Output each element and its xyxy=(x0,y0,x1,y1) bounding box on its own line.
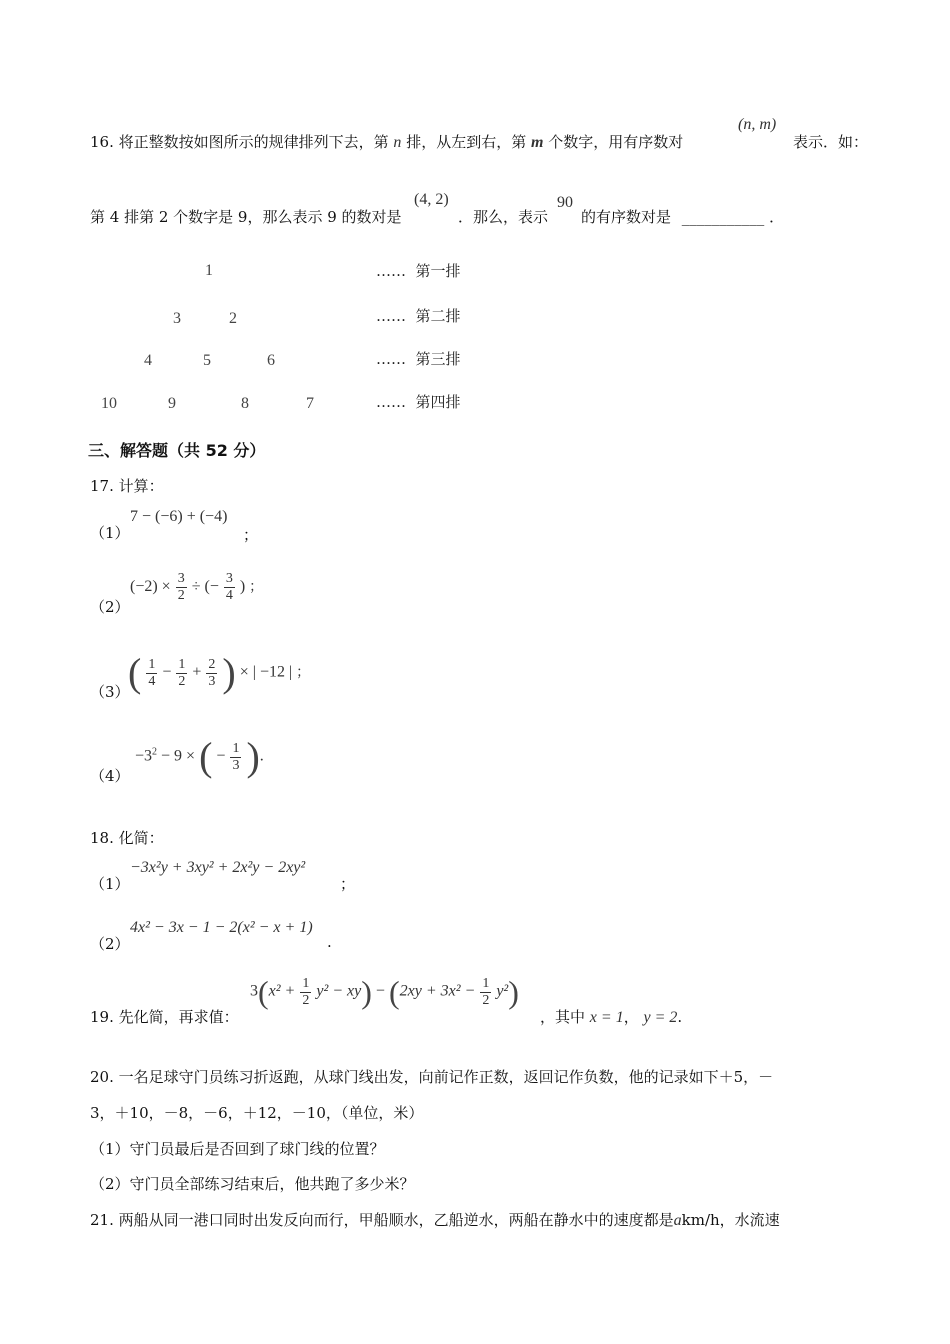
q16-line2: 第 4 排第 2 个数字是 9，那么表示 9 的数对是 xyxy=(90,208,402,226)
q18-part1-expr: −3x²y + 3xy² + 2x²y − 2xy² xyxy=(130,859,306,876)
fraction: $\frac{3}{2}$ xyxy=(177,571,185,603)
q20-sub1: （1）守门员最后是否回到了球门线的位置？ xyxy=(90,1140,385,1158)
triangle-number: 3 xyxy=(173,310,181,327)
triangle-number: 2 xyxy=(229,310,237,327)
row-label: …… 第三排 xyxy=(376,350,461,368)
q18-part2-expr: 4x² − 3x − 1 − 2(x² − x + 1) xyxy=(130,919,313,936)
q18-part2-end: . xyxy=(327,933,332,951)
q17-part4-expr: $-3^2 - 9$ × ( − $\frac{1}{3}$ ). xyxy=(135,734,264,779)
triangle-number: 4 xyxy=(144,352,152,369)
triangle-number: 5 xyxy=(203,352,211,369)
q17-part1-end: ； xyxy=(243,526,259,544)
triangle-number: 9 xyxy=(168,395,176,412)
q16-line1: 16. 将正整数按如图所示的规律排列下去，第 n 排，从左到右，第 m 个数字，用有序数对 xyxy=(90,133,684,151)
q20-line2: 3，＋10，－8，－6，＋12，－10，（单位，米） xyxy=(90,1104,424,1122)
q18-title: 18. 化简： xyxy=(90,829,164,847)
q19-tail: ，其中 x = 1， y = 2. xyxy=(540,1008,683,1026)
q20-line1: 20. 一名足球守门员练习折返跑，从球门线出发，向前记作正数，返回记作负数，他的记录如下＋5，－ xyxy=(90,1068,774,1086)
answer-blank: ___________ xyxy=(681,208,765,226)
q19-lead: 19. 先化简，再求值： xyxy=(90,1008,239,1026)
triangle-number: 8 xyxy=(241,395,249,412)
q16-line2-c: 的有序数对是 ___________ ． xyxy=(581,208,785,226)
row-label: …… 第四排 xyxy=(376,393,461,411)
q16-pair-42: (4, 2) xyxy=(414,191,449,208)
row-label: …… 第一排 xyxy=(376,262,461,280)
q17-part1-expr: 7 − (−6) + (−4) xyxy=(130,508,228,525)
q17-part4-label: （4） xyxy=(90,767,130,785)
q17-part3-expr: ( $\frac{1}{4}$ − $\frac{1}{2}$ + $\frac{2}{3}$ ) × | −12 | ； xyxy=(128,650,311,695)
q21-line1: 21. 两船从同一港口同时出发反向而行，甲船顺水，乙船逆水，两船在静水中的速度都是akm/h，水流速 xyxy=(90,1211,780,1229)
triangle-number: 6 xyxy=(267,352,275,369)
q20-sub2: （2）守门员全部练习结束后，他共跑了多少米？ xyxy=(90,1175,415,1193)
triangle-number: 7 xyxy=(306,395,314,412)
fraction: $\frac{1}{2}$ xyxy=(482,975,490,1008)
q17-part2-expr: (−2) × $\frac{3}{2}$ ÷ (− $\frac{3}{4}$ ) ； xyxy=(130,571,264,603)
fraction: $\frac{1}{2}$ xyxy=(302,975,310,1008)
row-label: …… 第二排 xyxy=(376,307,461,325)
q16-line1-end: 表示．如： xyxy=(793,133,869,151)
q16-num-90: 90 xyxy=(557,194,573,211)
fraction: $\frac{3}{4}$ xyxy=(225,571,233,603)
fraction: $\frac{2}{3}$ xyxy=(208,656,216,689)
section-heading: 三、解答题（共 52 分） xyxy=(88,441,266,460)
triangle-number: 10 xyxy=(101,395,117,412)
q18-part1-end: ； xyxy=(340,875,356,893)
q17-part1-label: （1） xyxy=(90,524,130,542)
fraction: $\frac{1}{2}$ xyxy=(178,656,186,689)
q17-part2-label: （2） xyxy=(90,598,130,616)
q17-part3-label: （3） xyxy=(90,683,130,701)
q16-line2-b: ．那么，表示 xyxy=(458,208,549,226)
q18-part2-label: （2） xyxy=(90,935,130,953)
triangle-number: 1 xyxy=(205,262,213,279)
q17-title: 17. 计算： xyxy=(90,477,164,495)
q16-pair-nm: (n, m) xyxy=(738,116,777,133)
fraction: $\frac{1}{3}$ xyxy=(232,740,240,773)
fraction: $\frac{1}{4}$ xyxy=(148,656,156,689)
q19-expr: 3(x² + $\frac{1}{2}$ y² − xy) − (2xy + 3x² − $\frac{1}{2}$ y²) xyxy=(250,974,519,1010)
q18-part1-label: （1） xyxy=(90,875,130,893)
